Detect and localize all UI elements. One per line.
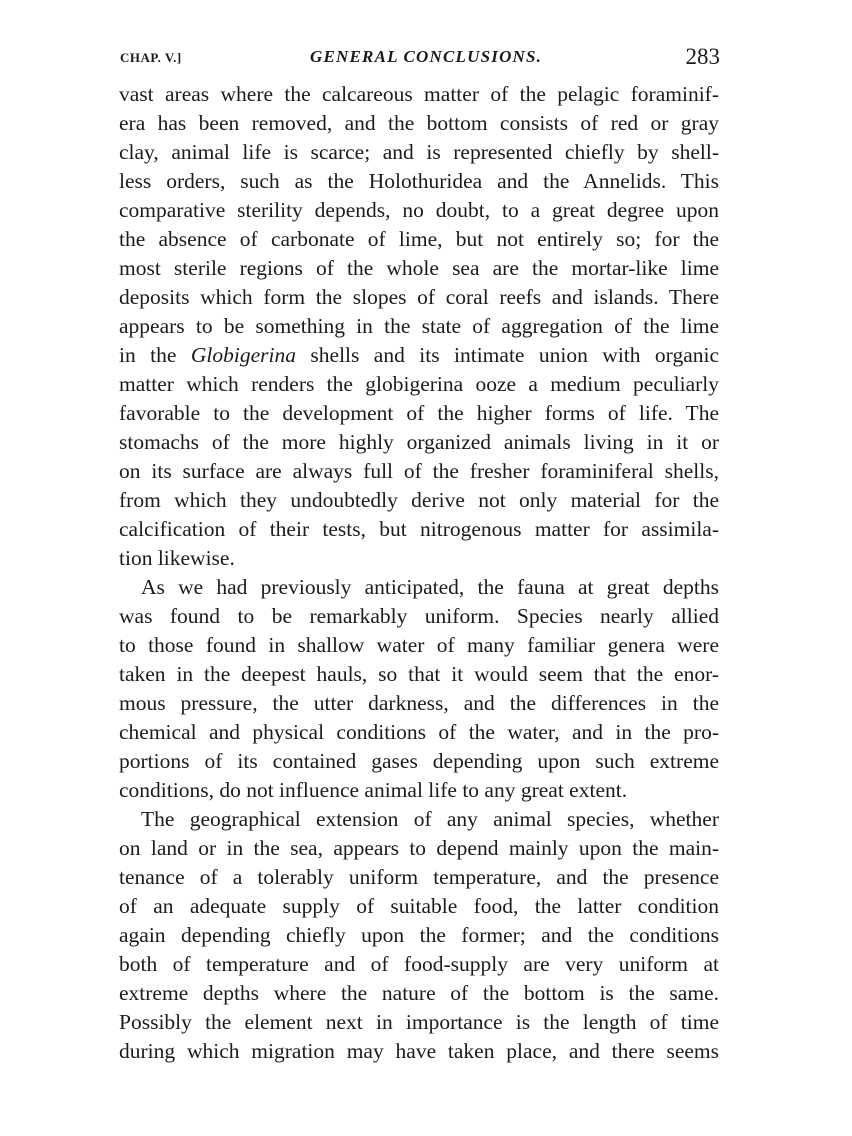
text-line: portions of its contained gases depending upon such extreme [119,749,719,773]
text-line: stomachs of the more highly organized animals living in it or [119,430,719,454]
text-line: appears to be something in the state of aggregation of the lime [119,314,719,338]
text-line: calcification of their tests, but nitrogenous matter for assimila- [119,517,719,541]
chapter-label: CHAP. V.] [120,50,182,65]
text-line: mous pressure, the utter darkness, and the differences in the [119,691,719,715]
text-line: taken in the deepest hauls, so that it would seem that the enor- [119,662,719,686]
text-fragment: in the [119,343,177,367]
text-line: on land or in the sea, appears to depend mainly upon the main- [119,836,719,860]
paragraph [119,573,719,805]
text-fragment: shells and its intimate union with organic [310,343,720,367]
text-line: favorable to the development of the higher forms of life. The [119,401,719,425]
text-line: during which migration may have taken place, and there seems [119,1039,719,1063]
text-line: again depending chiefly upon the former; and the conditions [119,923,719,947]
text-line: tenance of a tolerably uniform temperature, and the presence [119,865,719,889]
text-line: most sterile regions of the whole sea are the mortar-like lime [119,256,719,280]
text-line: chemical and physical conditions of the water, and in the pro- [119,720,719,744]
text-line: The geographical extension of any animal species, whether [141,807,719,831]
body-text [119,80,719,1066]
text-line: the absence of carbonate of lime, but not entirely so; for the [119,227,719,251]
italic-term: Globigerina [190,343,296,367]
text-line: was found to be remarkably uniform. Species nearly allied [119,604,719,628]
text-line: clay, animal life is scarce; and is represented chiefly by shell- [119,140,719,164]
text-line: comparative sterility depends, no doubt, to a great degree upon [119,198,719,222]
text-line: tion likewise. [119,546,235,570]
text-line: from which they undoubtedly derive not only material for the [119,488,719,512]
text-line: vast areas where the calcareous matter of the pelagic foraminif- [119,82,719,106]
paragraph [119,805,719,1066]
text-line: of an adequate supply of suitable food, the latter condition [119,894,719,918]
text-line: conditions, do not influence animal life to any great extent. [119,778,628,802]
text-line: deposits which form the slopes of coral reefs and islands. There [119,285,719,309]
running-title: GENERAL CONCLUSIONS. [310,47,543,66]
text-line [119,341,719,370]
text-line: era has been removed, and the bottom consists of red or gray [119,111,719,135]
text-line: to those found in shallow water of many familiar genera were [119,633,719,657]
paragraph [119,80,719,573]
text-line: less orders, such as the Holothuridea and the Annelids. This [119,169,719,193]
text-line: both of temperature and of food-supply are very uniform at [119,952,719,976]
text-line: on its surface are always full of the fresher foraminiferal shells, [119,459,719,483]
text-line: matter which renders the globigerina ooze a medium peculiarly [119,372,719,396]
running-head [120,44,720,74]
text-line: Possibly the element next in importance is the length of time [119,1010,719,1034]
text-line: extreme depths where the nature of the bottom is the same. [119,981,719,1005]
page-number: 283 [685,44,720,69]
text-line: As we had previously anticipated, the fauna at great depths [141,575,719,599]
